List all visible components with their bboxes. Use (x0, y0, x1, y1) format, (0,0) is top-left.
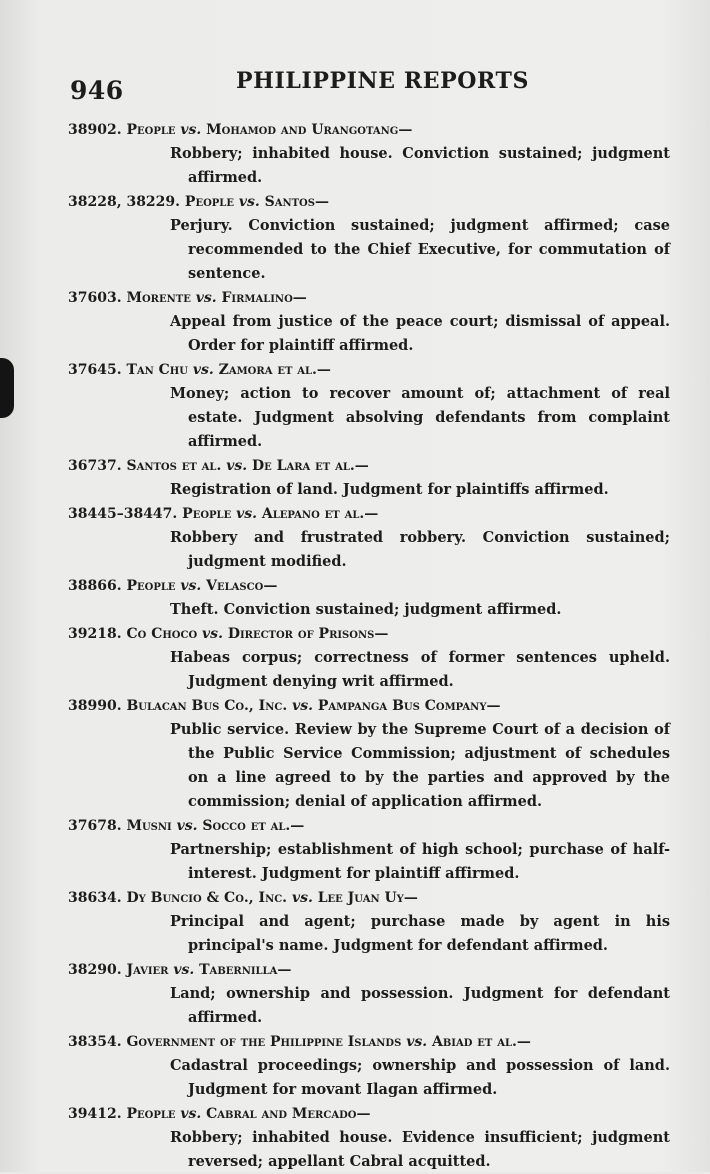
case-party-second: Cabral and Mercado— (206, 1106, 371, 1122)
case-party-first: Dy Buncio & Co., Inc. (126, 890, 288, 906)
binding-blot (0, 358, 14, 418)
case-summary: Robbery; inhabited house. Evidence insufficient; judgment reversed; appellant Cabral acquitted. (170, 1129, 670, 1170)
case-number: 38902. (68, 122, 122, 138)
page-number: 946 (70, 76, 124, 105)
case-versus: vs. (192, 362, 214, 378)
case-list (68, 118, 670, 1174)
case-versus: vs. (180, 578, 202, 594)
case-summary: Money; action to recover amount of; attachment of real estate. Judgment absolving defendants from complaint affirmed. (170, 385, 670, 450)
case-number: 37645. (68, 362, 122, 378)
case-versus: vs. (202, 626, 223, 642)
case-party-second: Santos— (264, 194, 329, 210)
case-versus: vs. (292, 698, 313, 714)
case-heading (68, 358, 670, 382)
case-heading (68, 814, 670, 838)
case-heading (68, 1102, 670, 1126)
case-party-first: Bulacan Bus Co., Inc. (126, 698, 288, 714)
case-party-first: Morente (126, 290, 191, 306)
case-number: 39412. (68, 1106, 122, 1122)
case-entry (68, 1102, 670, 1174)
case-party-first: People (126, 578, 176, 594)
case-versus: vs. (291, 890, 313, 906)
case-entry (68, 502, 670, 574)
case-heading (68, 286, 670, 310)
case-summary: Partnership; establishment of high school; purchase of half-interest. Judgment for plaintiff affirmed. (170, 841, 670, 882)
case-summary: Perjury. Conviction sustained; judgment affirmed; case recommended to the Chief Executive, for commutation of sentence. (170, 217, 670, 282)
case-heading (68, 574, 670, 598)
case-versus: vs. (236, 506, 257, 522)
case-party-second: Director of Prisons— (227, 626, 389, 642)
case-number: 38290. (68, 962, 122, 978)
case-entry (68, 454, 670, 502)
case-party-first: Government of the Philippine Islands (126, 1034, 402, 1050)
case-party-second: Firmalino— (221, 290, 307, 306)
case-heading (68, 118, 670, 142)
case-versus: vs. (180, 122, 202, 138)
case-party-second: Abiad et al.— (431, 1034, 531, 1050)
case-number: 38866. (68, 578, 122, 594)
case-summary: Registration of land. Judgment for plaintiffs affirmed. (170, 481, 609, 498)
case-number: 38990. (68, 698, 122, 714)
case-party-second: Socco et al.— (202, 818, 305, 834)
case-number: 38228, 38229. (68, 194, 181, 210)
case-versus: vs. (176, 818, 198, 834)
case-entry (68, 694, 670, 814)
case-party-first: Javier (126, 962, 169, 978)
case-entry (68, 886, 670, 958)
case-versus: vs. (180, 1106, 202, 1122)
case-summary: Robbery and frustrated robbery. Conviction sustained; judgment modified. (170, 529, 670, 570)
case-summary: Public service. Review by the Supreme Court of a decision of the Public Service Commission; adjustment of schedules on a line agreed to by the parties and approved by the commission; denial of application affirmed. (170, 721, 670, 810)
case-versus: vs. (173, 962, 195, 978)
case-versus: vs. (226, 458, 248, 474)
case-entry (68, 286, 670, 358)
case-entry (68, 622, 670, 694)
case-party-second: De Lara et al.— (251, 458, 369, 474)
case-entry (68, 1030, 670, 1102)
case-party-first: People (184, 194, 234, 210)
case-party-first: Tan Chu (126, 362, 188, 378)
case-summary: Appeal from justice of the peace court; dismissal of appeal. Order for plaintiff affirmed. (170, 313, 670, 354)
case-party-first: Co Choco (126, 626, 198, 642)
case-heading (68, 958, 670, 982)
case-summary: Principal and agent; purchase made by agent in his principal's name. Judgment for defendant affirmed. (170, 913, 670, 954)
case-number: 37678. (68, 818, 122, 834)
case-party-second: Zamora et al.— (218, 362, 331, 378)
case-heading (68, 622, 670, 646)
page-header (70, 66, 670, 106)
case-number: 38634. (68, 890, 122, 906)
case-summary: Habeas corpus; correctness of former sentences upheld. Judgment denying writ affirmed. (170, 649, 670, 690)
case-entry (68, 118, 670, 190)
case-number: 39218. (68, 626, 122, 642)
case-entry (68, 190, 670, 286)
case-party-second: Tabernilla— (199, 962, 292, 978)
case-entry (68, 574, 670, 622)
case-heading (68, 190, 670, 214)
case-versus: vs. (238, 194, 260, 210)
case-summary: Robbery; inhabited house. Conviction sustained; judgment affirmed. (170, 145, 670, 186)
case-summary: Cadastral proceedings; ownership and possession of land. Judgment for movant Ilagan affirmed. (170, 1057, 670, 1098)
case-party-first: People (126, 122, 176, 138)
case-number: 38445–38447. (68, 506, 178, 522)
case-heading (68, 502, 670, 526)
case-party-second: Pampanga Bus Company— (317, 698, 501, 714)
case-versus: vs. (195, 290, 217, 306)
case-number: 38354. (68, 1034, 122, 1050)
case-party-second: Velasco— (206, 578, 278, 594)
case-party-first: Santos et al. (126, 458, 222, 474)
case-party-second: Lee Juan Uy— (317, 890, 418, 906)
case-entry (68, 958, 670, 1030)
case-versus: vs. (406, 1034, 428, 1050)
case-heading (68, 886, 670, 910)
case-entry (68, 358, 670, 454)
case-party-first: People (182, 506, 232, 522)
case-heading (68, 694, 670, 718)
case-party-second: Alepano et al.— (261, 506, 379, 522)
case-number: 36737. (68, 458, 122, 474)
case-summary: Theft. Conviction sustained; judgment affirmed. (170, 601, 562, 618)
case-summary: Land; ownership and possession. Judgment for defendant affirmed. (170, 985, 670, 1026)
case-entry (68, 814, 670, 886)
case-number: 37603. (68, 290, 122, 306)
case-party-first: Musni (126, 818, 172, 834)
case-heading (68, 454, 670, 478)
case-party-second: Mohamod and Urangotang— (206, 122, 413, 138)
case-heading (68, 1030, 670, 1054)
case-party-first: People (126, 1106, 176, 1122)
running-title: PHILIPPINE REPORTS (236, 68, 530, 94)
